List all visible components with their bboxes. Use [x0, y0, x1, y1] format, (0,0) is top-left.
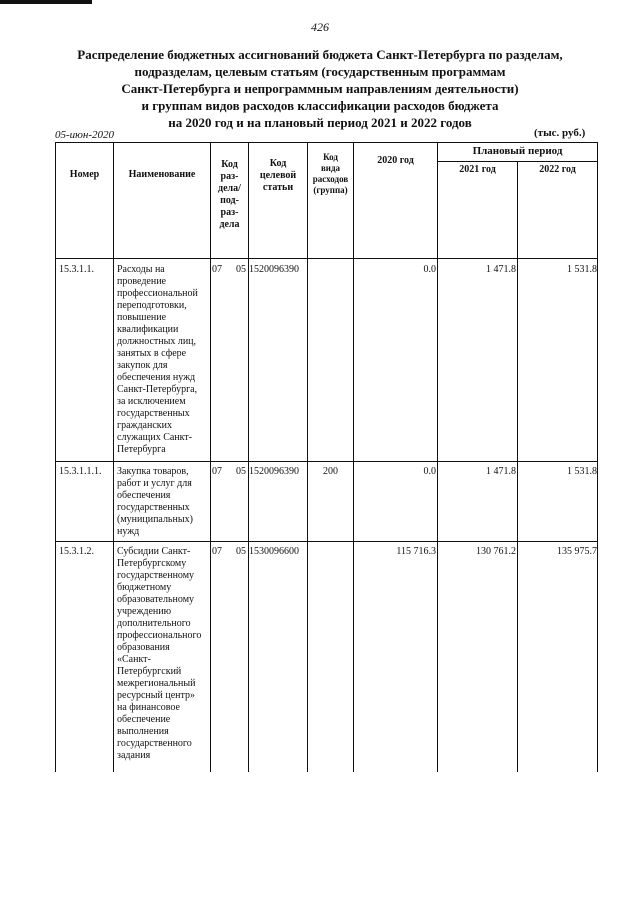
row-number: 15.3.1.2. — [59, 546, 94, 557]
title-line: Санкт-Петербурга и непрограммным направлениям деятельности) — [121, 81, 519, 96]
row-subsection: 05 — [236, 546, 246, 557]
table-rule — [55, 142, 598, 143]
table-rule — [210, 142, 211, 772]
table-rule — [353, 142, 354, 772]
row-section: 07 — [212, 264, 222, 275]
row-section: 07 — [212, 466, 222, 477]
table-rule — [597, 142, 598, 772]
header-expense-kind-code: Код вида расходов (группа) — [312, 152, 349, 195]
table-rule — [437, 161, 598, 162]
table-rule — [248, 142, 249, 772]
table-rule — [55, 461, 598, 462]
row-target-code: 1530096600 — [249, 546, 299, 557]
row-value-2021: 1 471.8 — [486, 264, 516, 275]
header-year-2020: 2020 год — [377, 155, 414, 166]
table-rule — [55, 541, 598, 542]
table-rule — [307, 142, 308, 772]
unit-label: (тыс. руб.) — [534, 127, 586, 139]
document-title — [40, 46, 600, 131]
title-line: на 2020 год и на плановый период 2021 и 2022 годов — [168, 115, 472, 130]
row-subsection: 05 — [236, 466, 246, 477]
row-expense-kind: 200 — [323, 466, 338, 477]
header-target-code: Код целевой статьи — [259, 158, 297, 193]
row-name: Расходы на проведение профессиональной переподготовки, повышение квалификации должностных лиц, занятых в сфере закупок для обеспечения нужд Санкт-Петербурга, за исключением государственных гражданских служащих Санкт- Петербурга — [117, 264, 198, 455]
row-target-code: 1520096390 — [249, 264, 299, 275]
table-rule — [517, 161, 518, 772]
scan-edge-mark — [0, 0, 92, 4]
row-value-2020: 115 716.3 — [396, 546, 436, 557]
header-planned-period: Плановый период — [472, 145, 563, 157]
table-rule — [437, 142, 438, 772]
title-line: и группам видов расходов классификации расходов бюджета — [141, 98, 499, 113]
row-target-code: 1520096390 — [249, 466, 299, 477]
header-name: Наименование — [128, 169, 196, 180]
row-subsection: 05 — [236, 264, 246, 275]
header-section-code: Код раз- дела/ под- раз- дела — [218, 159, 241, 230]
page-number: 426 — [311, 20, 329, 34]
header-year-2022: 2022 год — [539, 164, 576, 175]
title-line: Распределение бюджетных ассигнований бюджета Санкт-Петербурга по разделам, — [77, 47, 563, 62]
row-name: Закупка товаров, работ и услуг для обеспечения государственных (муниципальных) нужд — [117, 466, 193, 537]
row-value-2021: 1 471.8 — [486, 466, 516, 477]
header-year-2021: 2021 год — [459, 164, 496, 175]
header-number: Номер — [69, 169, 100, 180]
table-rule — [55, 258, 598, 259]
row-value-2022: 135 975.7 — [557, 546, 597, 557]
table-rule — [113, 142, 114, 772]
row-value-2022: 1 531.8 — [567, 264, 597, 275]
row-number: 15.3.1.1. — [59, 264, 94, 275]
title-line: подразделам, целевым статьям (государственным программам — [134, 64, 506, 79]
table-rule — [55, 142, 56, 772]
row-value-2021: 130 761.2 — [476, 546, 516, 557]
row-name: Субсидии Санкт- Петербургскому государственному бюджетному образовательному учреждению дополнительного профессионального образования «Санкт- Петербургский межрегиональный ресурсный центр» на финансовое обеспечение выполнения государственного задания — [117, 546, 202, 761]
row-value-2020: 0.0 — [423, 264, 436, 275]
row-section: 07 — [212, 546, 222, 557]
document-date: 05-июн-2020 — [55, 129, 115, 141]
row-number: 15.3.1.1.1. — [59, 466, 102, 477]
row-value-2020: 0.0 — [423, 466, 436, 477]
row-value-2022: 1 531.8 — [567, 466, 597, 477]
